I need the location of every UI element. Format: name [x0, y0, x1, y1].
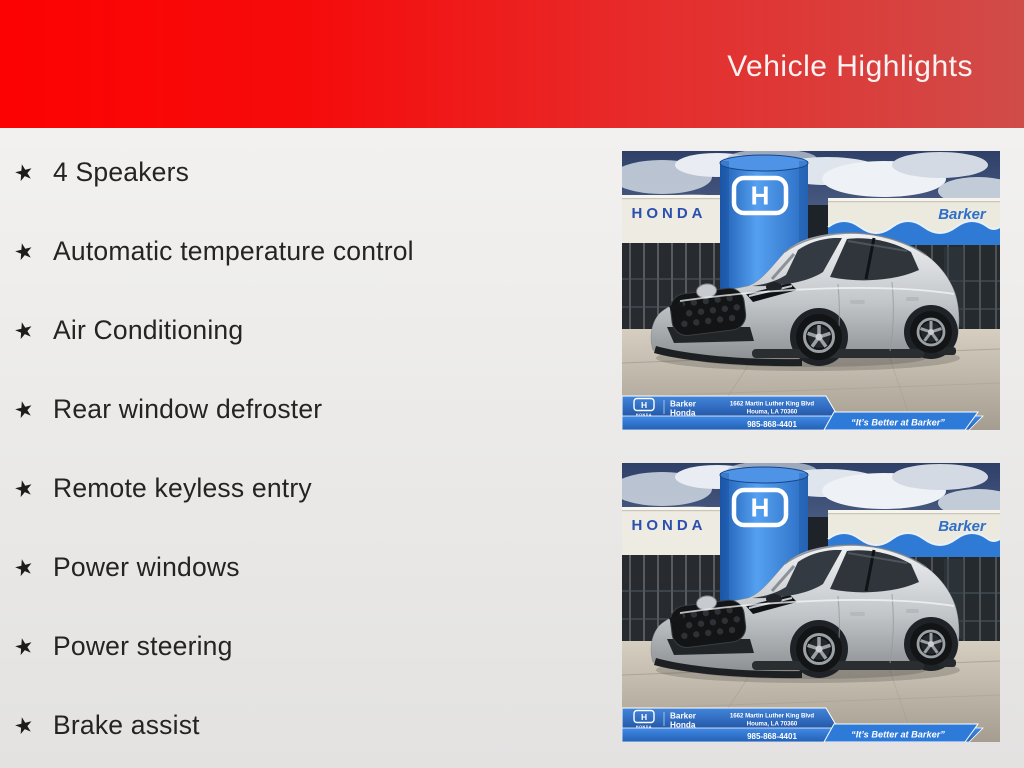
feature-label: Automatic temperature control — [53, 236, 414, 266]
star-bullet-icon: ★ — [11, 236, 37, 266]
barker-sign-text: Barker — [938, 518, 986, 535]
feature-item — [8, 449, 588, 528]
header-band — [0, 0, 1024, 128]
star-bullet-icon: ★ — [11, 710, 37, 740]
vehicle-photo-bottom — [622, 463, 1000, 742]
feature-item — [8, 370, 588, 449]
page-title: Vehicle Highlights — [727, 50, 973, 83]
dealership-photo-illustration — [622, 463, 1000, 742]
star-bullet-icon: ★ — [11, 552, 37, 582]
feature-item — [8, 528, 588, 607]
feature-label: Rear window defroster — [53, 394, 323, 424]
feature-label: 4 Speakers — [53, 157, 190, 187]
svg-text:HONDA: HONDA — [635, 412, 653, 417]
barker-sign-text: Barker — [938, 206, 986, 223]
feature-item — [8, 133, 588, 212]
star-bullet-icon: ★ — [11, 394, 37, 424]
svg-text:HONDA: HONDA — [635, 724, 653, 729]
star-bullet-icon: ★ — [11, 631, 37, 661]
front-wheel — [796, 314, 842, 360]
feature-item — [8, 686, 588, 765]
vehicle-photo-top — [622, 151, 1000, 430]
honda-sign-text: HONDA — [631, 205, 707, 222]
dealership-photo-illustration — [622, 151, 1000, 430]
vehicle-photos — [622, 151, 1000, 742]
rear-wheel — [910, 623, 952, 665]
dealer-name-line2: Honda — [670, 408, 696, 418]
dealer-address-line2: Houma, LA 70360 — [746, 720, 798, 728]
star-bullet-icon: ★ — [11, 157, 37, 187]
feature-list — [8, 133, 588, 765]
star-bullet-icon: ★ — [11, 473, 37, 503]
feature-label: Air Conditioning — [53, 315, 244, 345]
front-wheel — [796, 626, 842, 672]
dealer-phone: 985-868-4401 — [747, 420, 797, 429]
dealer-address-line2: Houma, LA 70360 — [746, 408, 798, 416]
svg-text:H: H — [750, 492, 770, 523]
feature-label: Brake assist — [53, 710, 200, 740]
feature-label: Power windows — [53, 552, 240, 582]
dealer-address-line1: 1662 Martin Luther King Blvd — [729, 712, 815, 720]
star-bullet-icon: ★ — [11, 315, 37, 345]
feature-item — [8, 607, 588, 686]
svg-text:H: H — [750, 180, 770, 211]
dealer-name-line2: Honda — [670, 720, 696, 730]
dealer-tagline: “It’s Better at Barker” — [851, 729, 945, 740]
feature-label: Power steering — [53, 631, 233, 661]
dealer-name-line1: Barker — [670, 711, 696, 721]
svg-text:H: H — [640, 400, 648, 411]
feature-item — [8, 291, 588, 370]
feature-item — [8, 212, 588, 291]
rear-wheel — [910, 311, 952, 353]
feature-label: Remote keyless entry — [53, 473, 312, 503]
honda-sign-text: HONDA — [631, 517, 707, 534]
dealer-phone: 985-868-4401 — [747, 732, 797, 741]
svg-text:H: H — [640, 712, 648, 723]
dealer-name-line1: Barker — [670, 399, 696, 409]
dealer-address-line1: 1662 Martin Luther King Blvd — [729, 400, 815, 408]
dealer-tagline: “It’s Better at Barker” — [851, 417, 945, 428]
